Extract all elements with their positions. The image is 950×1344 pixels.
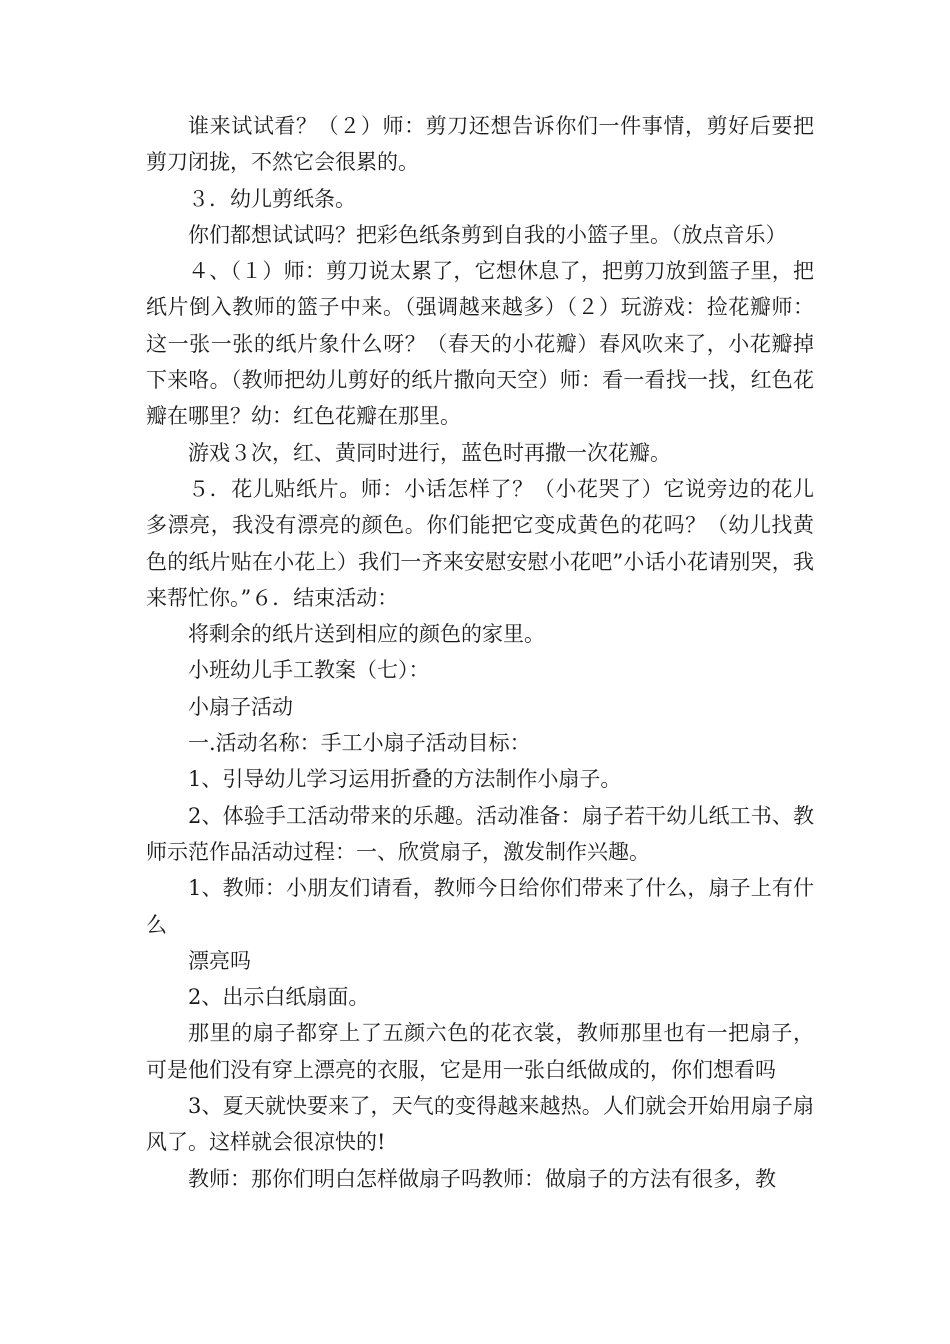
document-body bbox=[146, 108, 814, 1197]
section-heading: 小班幼儿手工教案（七）： bbox=[188, 658, 430, 683]
paragraph: 教师：那你们明白怎样做扇子吗教师：做扇子的方法有很多，教 bbox=[188, 1166, 776, 1191]
paragraph: 那里的扇子都穿上了五颜六色的花衣裳，教师那里也有一把扇子，可是他们没有穿上漂亮的衣服，它是用一张白纸做成的，你们想看吗 bbox=[146, 1021, 814, 1082]
paragraph: ５．花儿贴纸片。师：小话怎样了？（小花哭了）它说旁边的花儿多漂亮，我没有漂亮的颜色。你们能把它变成黄色的花吗？（幼儿找黄色的纸片贴在小花上）我们一齐来安慰安慰小花吧”小话小花请别哭，我来帮忙你。”６．结束活动： bbox=[146, 476, 814, 610]
paragraph: 谁来试试看？（２）师：剪刀还想告诉你们一件事情，剪好后要把剪刀闭拢，不然它会很累的。 bbox=[146, 114, 814, 175]
paragraph: 2、出示白纸扇面。 bbox=[188, 985, 370, 1010]
paragraph: 1、引导幼儿学习运用折叠的方法制作小扇子。 bbox=[188, 767, 622, 792]
paragraph: 2、体验手工活动带来的乐趣。活动准备：扇子若干幼儿纸工书、教师示范作品活动过程：一、欣赏扇子，激发制作兴趣。 bbox=[146, 803, 814, 864]
paragraph: 游戏３次，红、黄同时进行，蓝色时再撒一次花瓣。 bbox=[188, 440, 671, 465]
paragraph: 3、夏天就快要来了，天气的变得越来越热。人们就会开始用扇子扇风了。这样就会很凉快的! bbox=[146, 1094, 814, 1155]
section-subtitle: 小扇子活动 bbox=[188, 694, 293, 719]
paragraph: 一.活动名称：手工小扇子活动目标： bbox=[188, 731, 531, 756]
paragraph: 你们都想试试吗？把彩色纸条剪到自我的小篮子里。（放点音乐） bbox=[188, 222, 787, 247]
paragraph: 将剩余的纸片送到相应的颜色的家里。 bbox=[188, 622, 545, 647]
paragraph: ３．幼儿剪纸条。 bbox=[188, 186, 356, 211]
paragraph: 1、教师：小朋友们请看，教师今日给你们带来了什么，扇子上有什么 bbox=[146, 876, 814, 937]
paragraph: 漂亮吗 bbox=[188, 948, 251, 973]
paragraph: ４、（１）师：剪刀说太累了，它想休息了，把剪刀放到篮子里，把纸片倒入教师的篮子中来。（强调越来越多）（２）玩游戏：捡花瓣师：这一张一张的纸片象什么呀？（春天的小花瓣）春风吹来了，小花瓣掉下来咯。（教师把幼儿剪好的纸片撒向天空）师：看一看找一找，红色花瓣在哪里？幼：红色花瓣在那里。 bbox=[146, 259, 814, 429]
